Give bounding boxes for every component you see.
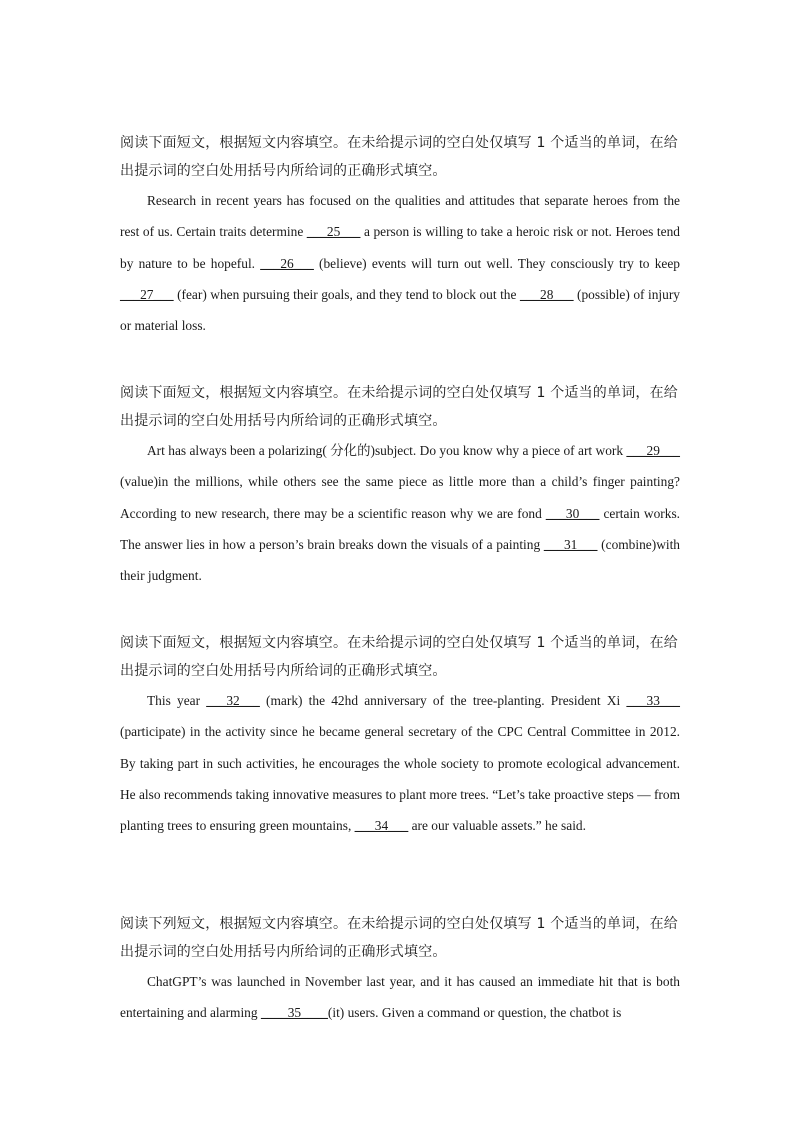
answer-blank: ___33___ bbox=[626, 693, 680, 708]
answer-blank: ___25___ bbox=[306, 224, 361, 240]
answer-blank: ___27___ bbox=[120, 286, 174, 302]
cloze-section-2 bbox=[120, 379, 680, 591]
cloze-section-1 bbox=[120, 129, 680, 341]
passage-text: a person is willing to take a heroic risk or not. Heroes tend by nature to be hopeful. bbox=[120, 224, 680, 271]
section-passage bbox=[120, 185, 680, 341]
passage-text: (participate) in the activity since he became general secretary of the CPC Central Committee in 2012. By taking part in such activities, he encourages the whole society to promote ecological advancement. He also recommends taking innovative measures to plant more trees. “Let’s take proactive steps — from planting trees to ensuring green mountains, bbox=[120, 724, 680, 834]
answer-blank: ___32___ bbox=[206, 693, 260, 708]
section-instruction: 阅读下面短文，根据短文内容填空。在未给提示词的空白处仅填写 1 个适当的单词，在给出提示词的空白处用括号内所给词的正确形式填空。 bbox=[120, 385, 679, 429]
passage-text: Art has always been a polarizing( 分化的)subject. Do you know why a piece of art work bbox=[147, 443, 627, 458]
answer-blank: ___28___ bbox=[519, 286, 574, 302]
passage-text: (it) users. Given a command or question, the chatbot is bbox=[327, 1005, 622, 1021]
section-passage bbox=[120, 685, 680, 841]
passage-text: (combine)with their judgment. bbox=[120, 536, 681, 584]
passage-text: ChatGPT’s was launched in November last year, and it has caused an immediate hit that is both entertaining and alarming bbox=[120, 974, 680, 1021]
answer-blank: ___31___ bbox=[543, 536, 598, 552]
passage-text: Research in recent years has focused on the qualities and attitudes that separate heroes from the rest of us. Certain traits determine bbox=[120, 193, 680, 240]
section-instruction: 阅读下面短文，根据短文内容填空。在未给提示词的空白处仅填写 1 个适当的单词，在给出提示词的空白处用括号内所给词的正确形式填空。 bbox=[120, 135, 679, 179]
passage-text: certain works. The answer lies in how a person’s brain breaks down the visuals of a painting bbox=[120, 505, 681, 552]
answer-blank: ___34___ bbox=[354, 818, 409, 834]
answer-blank: ___26___ bbox=[260, 255, 314, 271]
section-instruction: 阅读下面短文，根据短文内容填空。在未给提示词的空白处仅填写 1 个适当的单词，在给出提示词的空白处用括号内所给词的正确形式填空。 bbox=[120, 635, 679, 679]
section-instruction: 阅读下列短文，根据短文内容填空。在未给提示词的空白处仅填写 1 个适当的单词，在给出提示词的空白处用括号内所给词的正确形式填空。 bbox=[120, 916, 679, 960]
answer-blank: ___30___ bbox=[545, 505, 600, 521]
cloze-section-3 bbox=[120, 629, 680, 841]
passage-text: This year bbox=[147, 693, 207, 708]
section-passage bbox=[120, 435, 680, 591]
passage-text: (possible) of injury or material loss. bbox=[120, 286, 680, 334]
passage-text: (mark) the 42hd anniversary of the tree-planting. President Xi bbox=[259, 693, 627, 708]
passage-text: are our valuable assets.” he said. bbox=[408, 818, 586, 834]
passage-text: (fear) when pursuing their goals, and they tend to block out the bbox=[173, 286, 520, 302]
section-passage bbox=[120, 966, 680, 1029]
passage-text: (believe) events will turn out well. They consciously try to keep bbox=[313, 255, 680, 271]
cloze-section-4 bbox=[120, 910, 680, 1029]
answer-blank: ____35____ bbox=[260, 1005, 328, 1021]
answer-blank: ___29___ bbox=[626, 443, 680, 458]
passage-text: (value)in the millions, while others see the same piece as little more than a child’s finger painting? According to new research, there may be a scientific reason why we are fond bbox=[120, 474, 680, 521]
